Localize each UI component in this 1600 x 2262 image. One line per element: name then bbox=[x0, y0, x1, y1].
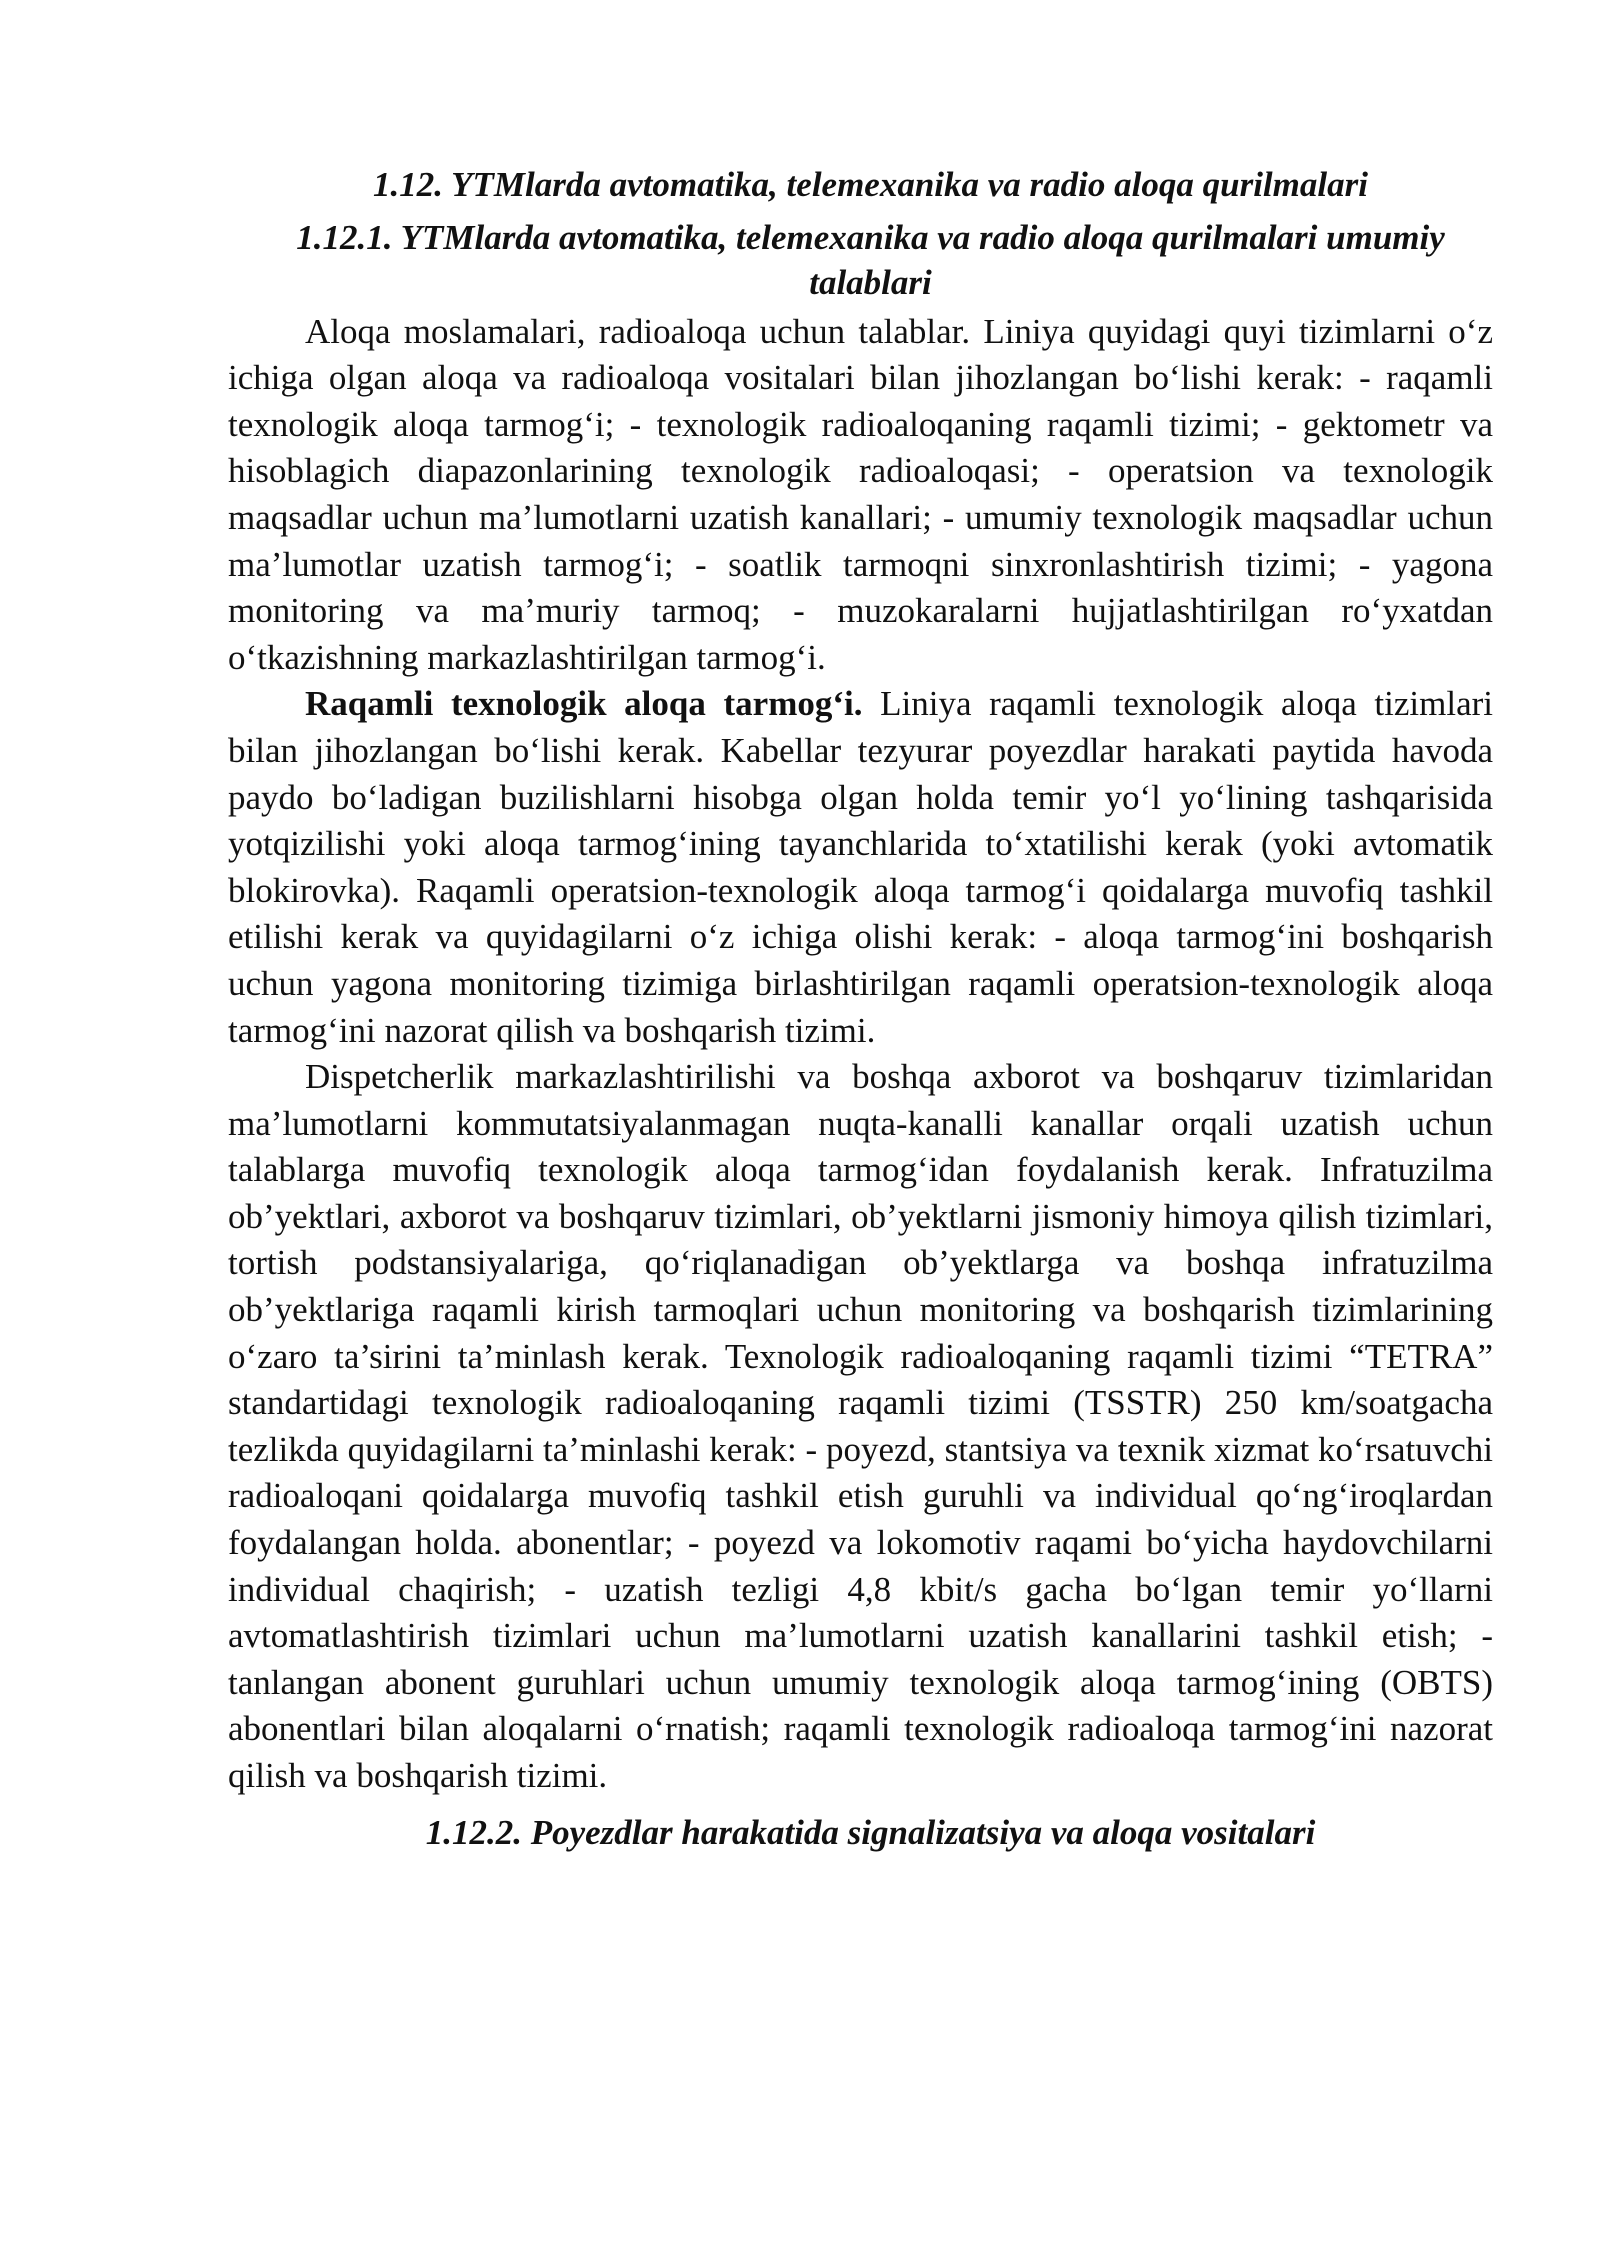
subsection-heading: 1.12.1. YTMlarda avtomatika, telemexanika va radio aloqa qurilmalari umumiy talablari bbox=[296, 217, 1445, 302]
paragraph-lead: Raqamli texnologik aloqa tarmog‘i. bbox=[305, 684, 863, 724]
paragraph-digital-network bbox=[228, 681, 1493, 1054]
paragraph-body: Liniya raqamli texnologik aloqa tizimlari bilan jihozlangan bo‘lishi kerak. Kabellar tezyurar poyezdlar harakati paytida havoda paydo bo‘ladigan buzilishlarni hisobga olgan holda temir yo‘l yo‘lining tashqarisida yotqizilishi yoki aloqa tarmog‘ining tayanchlarida to‘xtatilishi kerak (yoki avtomatik blokirovka). Raqamli operatsion-texnologik aloqa tarmog‘i qoidalarga muvofiq tashkil etilishi kerak va quyidagilarni o‘z ichiga olishi kerak: - aloqa tarmog‘ini boshqarish uchun yagona monitoring tizimiga birlashtirilgan raqamli operatsion-texnologik aloqa tarmog‘ini nazorat qilish va boshqarish tizimi. bbox=[228, 684, 1493, 1050]
next-subsection-heading: 1.12.2. Poyezdlar harakatida signalizatsiya va aloqa vositalari bbox=[425, 1812, 1316, 1852]
section-heading: 1.12. YTMlarda avtomatika, telemexanika va radio aloqa qurilmalari bbox=[373, 165, 1368, 204]
paragraph-requirements: Aloqa moslamalari, radioaloqa uchun talablar. Liniya quyidagi quyi tizimlarni o‘z ichiga olgan aloqa va radioaloqa vositalari bilan jihozlangan bo‘lishi kerak: - raqamli texnologik aloqa tarmog‘i; - texnologik radioaloqaning raqamli tizimi; - gektometr va hisoblagich diapazonlarining texnologik radioaloqasi; - operatsion va texnologik maqsadlar uchun ma’lumotlarni uzatish kanallari; - umumiy texnologik maqsadlar uchun ma’lumotlar uzatish tarmog‘i; - soatlik tarmoqni sinxronlashtirish tizimi; - yagona monitoring va ma’muriy tarmoq; - muzokaralarni hujjatlashtirilgan ro‘yxatdan o‘tkazishning markazlashtirilgan tarmog‘i. bbox=[228, 311, 1493, 677]
document-page bbox=[228, 162, 1493, 1856]
paragraph-dispatch: Dispetcherlik markazlashtirilishi va boshqa axborot va boshqaruv tizimlaridan ma’lumotlarni kommutatsiyalanmagan nuqta-kanalli kanallar orqali uzatish uchun talablarga muvofiq texnologik aloqa tarmog‘idan foydalanish kerak. Infratuzilma ob’yektlari, axborot va boshqaruv tizimlari, ob’yektlarni jismoniy himoya qilish tizimlari, tortish podstansiyalariga, qo‘riqlanadigan ob’yektlarga va boshqa infratuzilma ob’yektlariga raqamli kirish tarmoqlari uchun monitoring va boshqarish tizimlarining o‘zaro ta’sirini ta’minlash kerak. Texnologik radioaloqaning raqamli tizimi “TETRA” standartidagi texnologik radioaloqaning raqamli tizimi (TSSTR) 250 km/soatgacha tezlikda quyidagilarni ta’minlashi kerak: - poyezd, stantsiya va texnik xizmat ko‘rsatuvchi radioaloqani qoidalarga muvofiq tashkil etish guruhli va individual qo‘ng‘iroqlardan foydalangan holda. abonentlar; - poyezd va lokomotiv raqami bo‘yicha haydovchilarni individual chaqirish; - uzatish tezligi 4,8 kbit/s gacha bo‘lgan temir yo‘llarni avtomatlashtirish tizimlari uchun ma’lumotlarni uzatish kanallarini tashkil etish; - tanlangan abonent guruhlari uchun umumiy texnologik aloqa tarmog‘ining (OBTS) abonentlari bilan aloqalarni o‘rnatish; raqamli texnologik radioaloqa tarmog‘ini nazorat qilish va boshqarish tizimi. bbox=[228, 1057, 1493, 1795]
